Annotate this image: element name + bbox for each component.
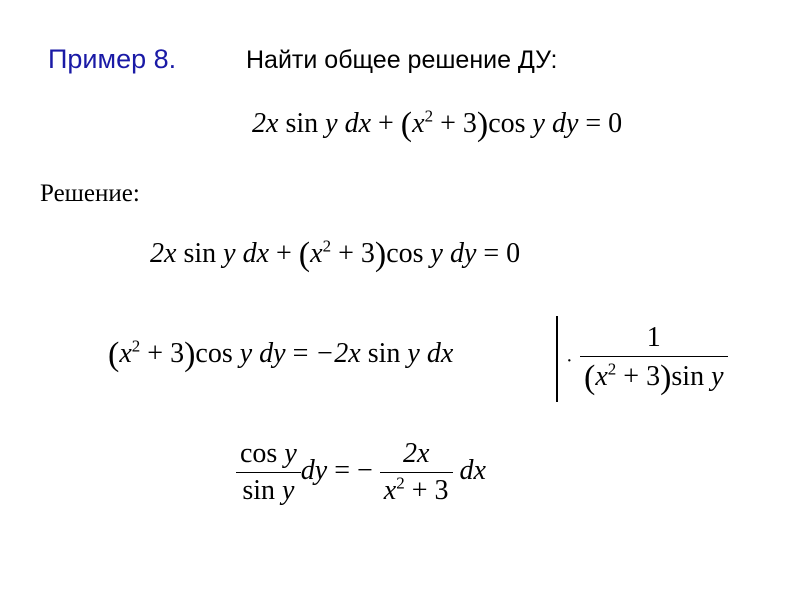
fraction-2x-over-x2plus3: $\frac{2x}{x^2 + 3}$ [380, 438, 453, 507]
equation-separated: $\frac{\text{cos y}}{\text{sin y}}$ dy = − $\frac{2x}{x^2 + 3}$ dx [236, 438, 486, 507]
equation-restated: 2x sin y dx + $(x^2 + 3)\cos$ y dy = 0 [150, 236, 521, 273]
fraction-cos-over-sin: $\frac{\text{cos y}}{\text{sin y}}$ [236, 438, 301, 507]
equation-problem: 2x sin y dx + $(x^2 + 3)\cos$ y dy = 0 [252, 106, 623, 143]
solution-label: Решение: [40, 180, 140, 207]
task-text: Найти общее решение ДУ: [246, 46, 558, 74]
equation-rearranged: $(x^2 + 3)\cos$ y dy = −2x sin y dx [108, 336, 454, 373]
multiplier-fraction: $\frac{1}{(x^2 + 3)\sin y}$ [580, 322, 728, 397]
multiplier-divider [556, 316, 558, 402]
example-label: Пример 8. [48, 44, 177, 74]
